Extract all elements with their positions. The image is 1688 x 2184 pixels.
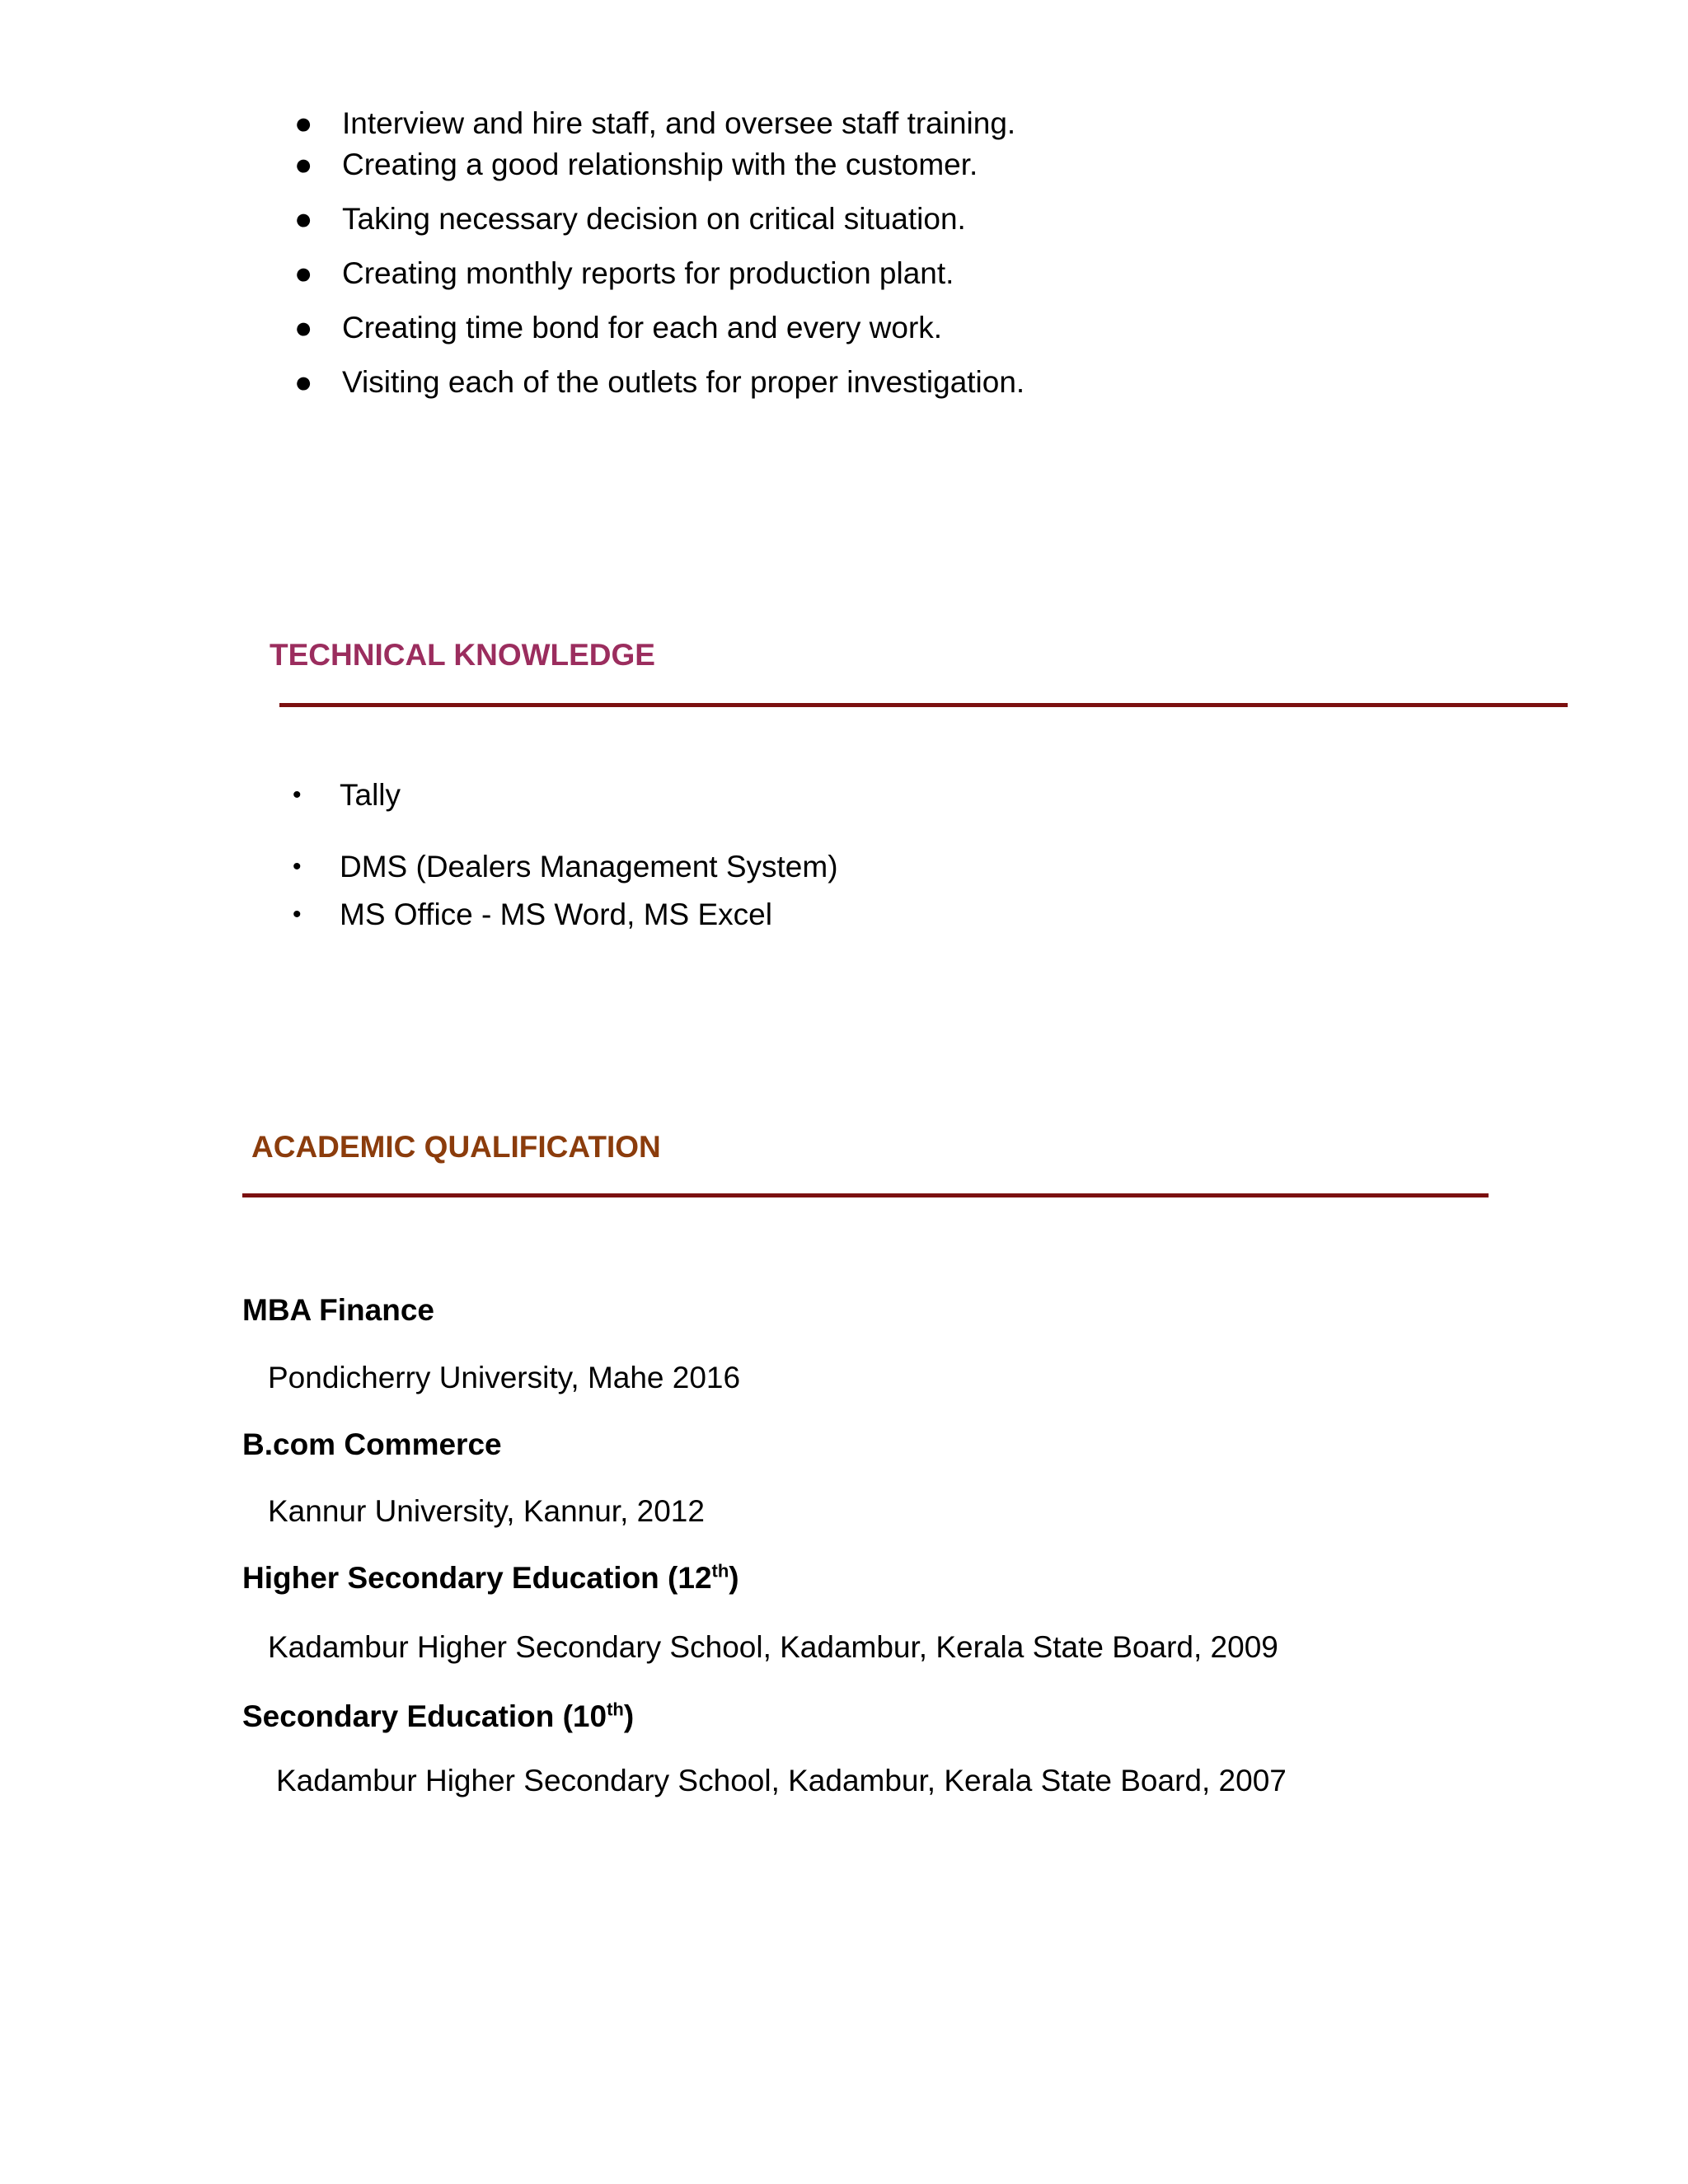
duty-item: Taking necessary decision on critical situation. <box>342 202 966 236</box>
duty-item: Visiting each of the outlets for proper investigation. <box>342 365 1025 399</box>
bullet-icon: ● <box>294 148 313 181</box>
section-divider <box>279 703 1568 707</box>
bullet-icon: • <box>293 901 302 928</box>
degree-title: Higher Secondary Education (12th) <box>242 1560 739 1595</box>
institution-text: Kadambur Higher Secondary School, Kadambur, Kerala State Board, 2007 <box>276 1764 1287 1797</box>
bullet-icon: ● <box>294 202 313 236</box>
institution-text: Pondicherry University, Mahe 2016 <box>268 1361 741 1394</box>
technical-heading: TECHNICAL KNOWLEDGE <box>270 638 655 672</box>
bullet-icon: • <box>293 853 302 880</box>
academic-heading: ACADEMIC QUALIFICATION <box>251 1130 661 1164</box>
duty-item: Interview and hire staff, and oversee staff training. <box>342 106 1016 140</box>
bullet-icon: ● <box>294 256 313 290</box>
bullet-icon: ● <box>294 365 313 399</box>
bullet-icon: ● <box>294 106 313 140</box>
section-divider <box>242 1193 1489 1197</box>
bullet-icon: • <box>293 781 302 808</box>
degree-title: B.com Commerce <box>242 1427 502 1461</box>
duty-item: Creating monthly reports for production plant. <box>342 256 954 290</box>
duty-item: Creating time bond for each and every work. <box>342 311 943 344</box>
degree-title: MBA Finance <box>242 1293 434 1327</box>
technical-item: Tally <box>340 778 401 812</box>
degree-title: Secondary Education (10th) <box>242 1699 635 1733</box>
institution-text: Kannur University, Kannur, 2012 <box>268 1494 705 1528</box>
institution-text: Kadambur Higher Secondary School, Kadambur, Kerala State Board, 2009 <box>268 1630 1278 1664</box>
duty-item: Creating a good relationship with the customer. <box>342 148 978 181</box>
technical-item: MS Office - MS Word, MS Excel <box>340 898 772 931</box>
bullet-icon: ● <box>294 311 313 344</box>
technical-item: DMS (Dealers Management System) <box>340 850 838 883</box>
